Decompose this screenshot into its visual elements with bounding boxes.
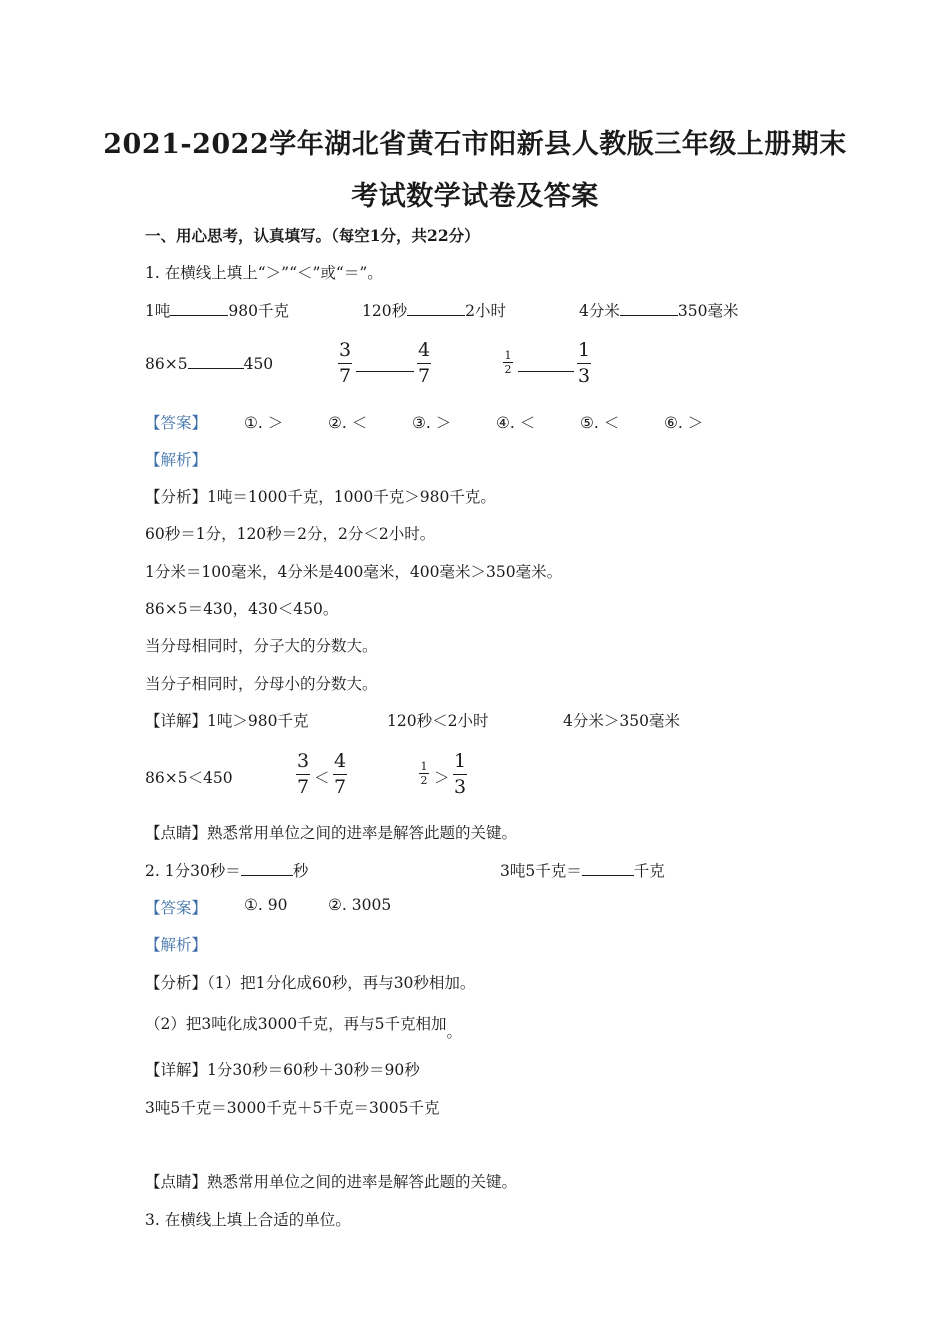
detail-line: 【详解】1吨＞980千克 — [145, 712, 309, 730]
answer-5: ⑤. ＜ — [580, 414, 620, 432]
analysis-line: 【分析】1吨＝1000千克，1000千克＞980千克。 — [145, 488, 496, 506]
compare-item-4: 86×5 450 — [145, 355, 274, 373]
answer-blank — [620, 315, 678, 316]
answer-2: ②. ＜ — [328, 414, 368, 432]
analysis-line: 86×5＝430，430＜450。 — [145, 600, 339, 618]
analysis-line: 【分析】（1）把1分化成60秒，再与30秒相加。 — [145, 974, 476, 992]
compare-symbol: ＜ — [314, 769, 330, 787]
answer-1: ①. 90 — [244, 896, 288, 914]
question-2-stem-b: 3吨5千克＝ 千克 — [500, 862, 665, 880]
answer-6: ⑥. ＞ — [664, 414, 704, 432]
analysis-line: 60秒＝1分，120秒＝2分，2分＜2小时。 — [145, 525, 436, 543]
fraction-1-2: 1 2 — [420, 760, 428, 787]
fraction-4-7: 4 7 — [417, 339, 431, 387]
tip-line: 【点睛】熟悉常用单位之间的进率是解答此题的关键。 — [145, 824, 518, 842]
analysis-line: 当分子相同时，分母小的分数大。 — [145, 675, 378, 693]
detail-item: 4分米＞350毫米 — [563, 712, 680, 730]
compare-symbol: ＞ — [434, 769, 450, 787]
detail-line: 3吨5千克＝3000千克＋5千克＝3005千克 — [145, 1099, 440, 1117]
fraction-3-7: 3 7 — [338, 339, 352, 387]
answer-tag: 【答案】 — [145, 414, 208, 432]
analysis-line: 当分母相同时，分子大的分数大。 — [145, 637, 378, 655]
fraction-4-7: 4 7 — [333, 750, 347, 798]
answer-blank — [170, 315, 228, 316]
fraction-1-2: 1 2 — [504, 349, 512, 376]
detail-line: 【详解】1分30秒＝60秒＋30秒＝90秒 — [145, 1061, 420, 1079]
fraction-3-7: 3 7 — [296, 750, 310, 798]
question-3-stem: 3. 在横线上填上合适的单位。 — [145, 1211, 351, 1229]
question-1-stem: 1. 在横线上填上“＞”“＜”或“＝”。 — [145, 264, 383, 282]
detail-item: 120秒＜2小时 — [387, 712, 489, 730]
answer-tag: 【答案】 — [145, 899, 208, 917]
analysis-tag: 【解析】 — [145, 936, 208, 954]
answer-blank — [518, 363, 574, 372]
document-title-line1: 2021-2022学年湖北省黄石市阳新县人教版三年级上册期末 — [103, 129, 847, 160]
answer-2: ②. 3005 — [328, 896, 392, 914]
document-title-line2: 考试数学试卷及答案 — [351, 181, 599, 212]
compare-item-1: 1吨 980千克 — [145, 302, 289, 320]
analysis-tag: 【解析】 — [145, 451, 208, 469]
tip-line: 【点睛】熟悉常用单位之间的进率是解答此题的关键。 — [145, 1173, 518, 1191]
analysis-line: 1分米＝100毫米，4分米是400毫米，400毫米＞350毫米。 — [145, 563, 563, 581]
answer-blank — [356, 363, 414, 372]
fraction-1-3: 1 3 — [577, 339, 591, 387]
analysis-line: （2）把3吨化成3000千克，再与5千克相加。 — [145, 1015, 463, 1041]
detail-item: 86×5＜450 — [145, 769, 233, 787]
compare-item-2: 120秒 2小时 — [362, 302, 506, 320]
answer-blank — [407, 315, 465, 316]
answer-blank — [582, 875, 634, 876]
fraction-1-3: 1 3 — [453, 750, 467, 798]
answer-4: ④. ＜ — [496, 414, 536, 432]
answer-blank — [241, 875, 293, 876]
compare-item-3: 4分米 350毫米 — [579, 302, 739, 320]
answer-blank — [188, 368, 244, 369]
question-2-stem-a: 2. 1分30秒＝ 秒 — [145, 862, 309, 880]
answer-1: ①. ＞ — [244, 414, 284, 432]
answer-3: ③. ＞ — [412, 414, 452, 432]
section-heading: 一、用心思考，认真填写。（每空1分，共22分） — [145, 226, 480, 245]
